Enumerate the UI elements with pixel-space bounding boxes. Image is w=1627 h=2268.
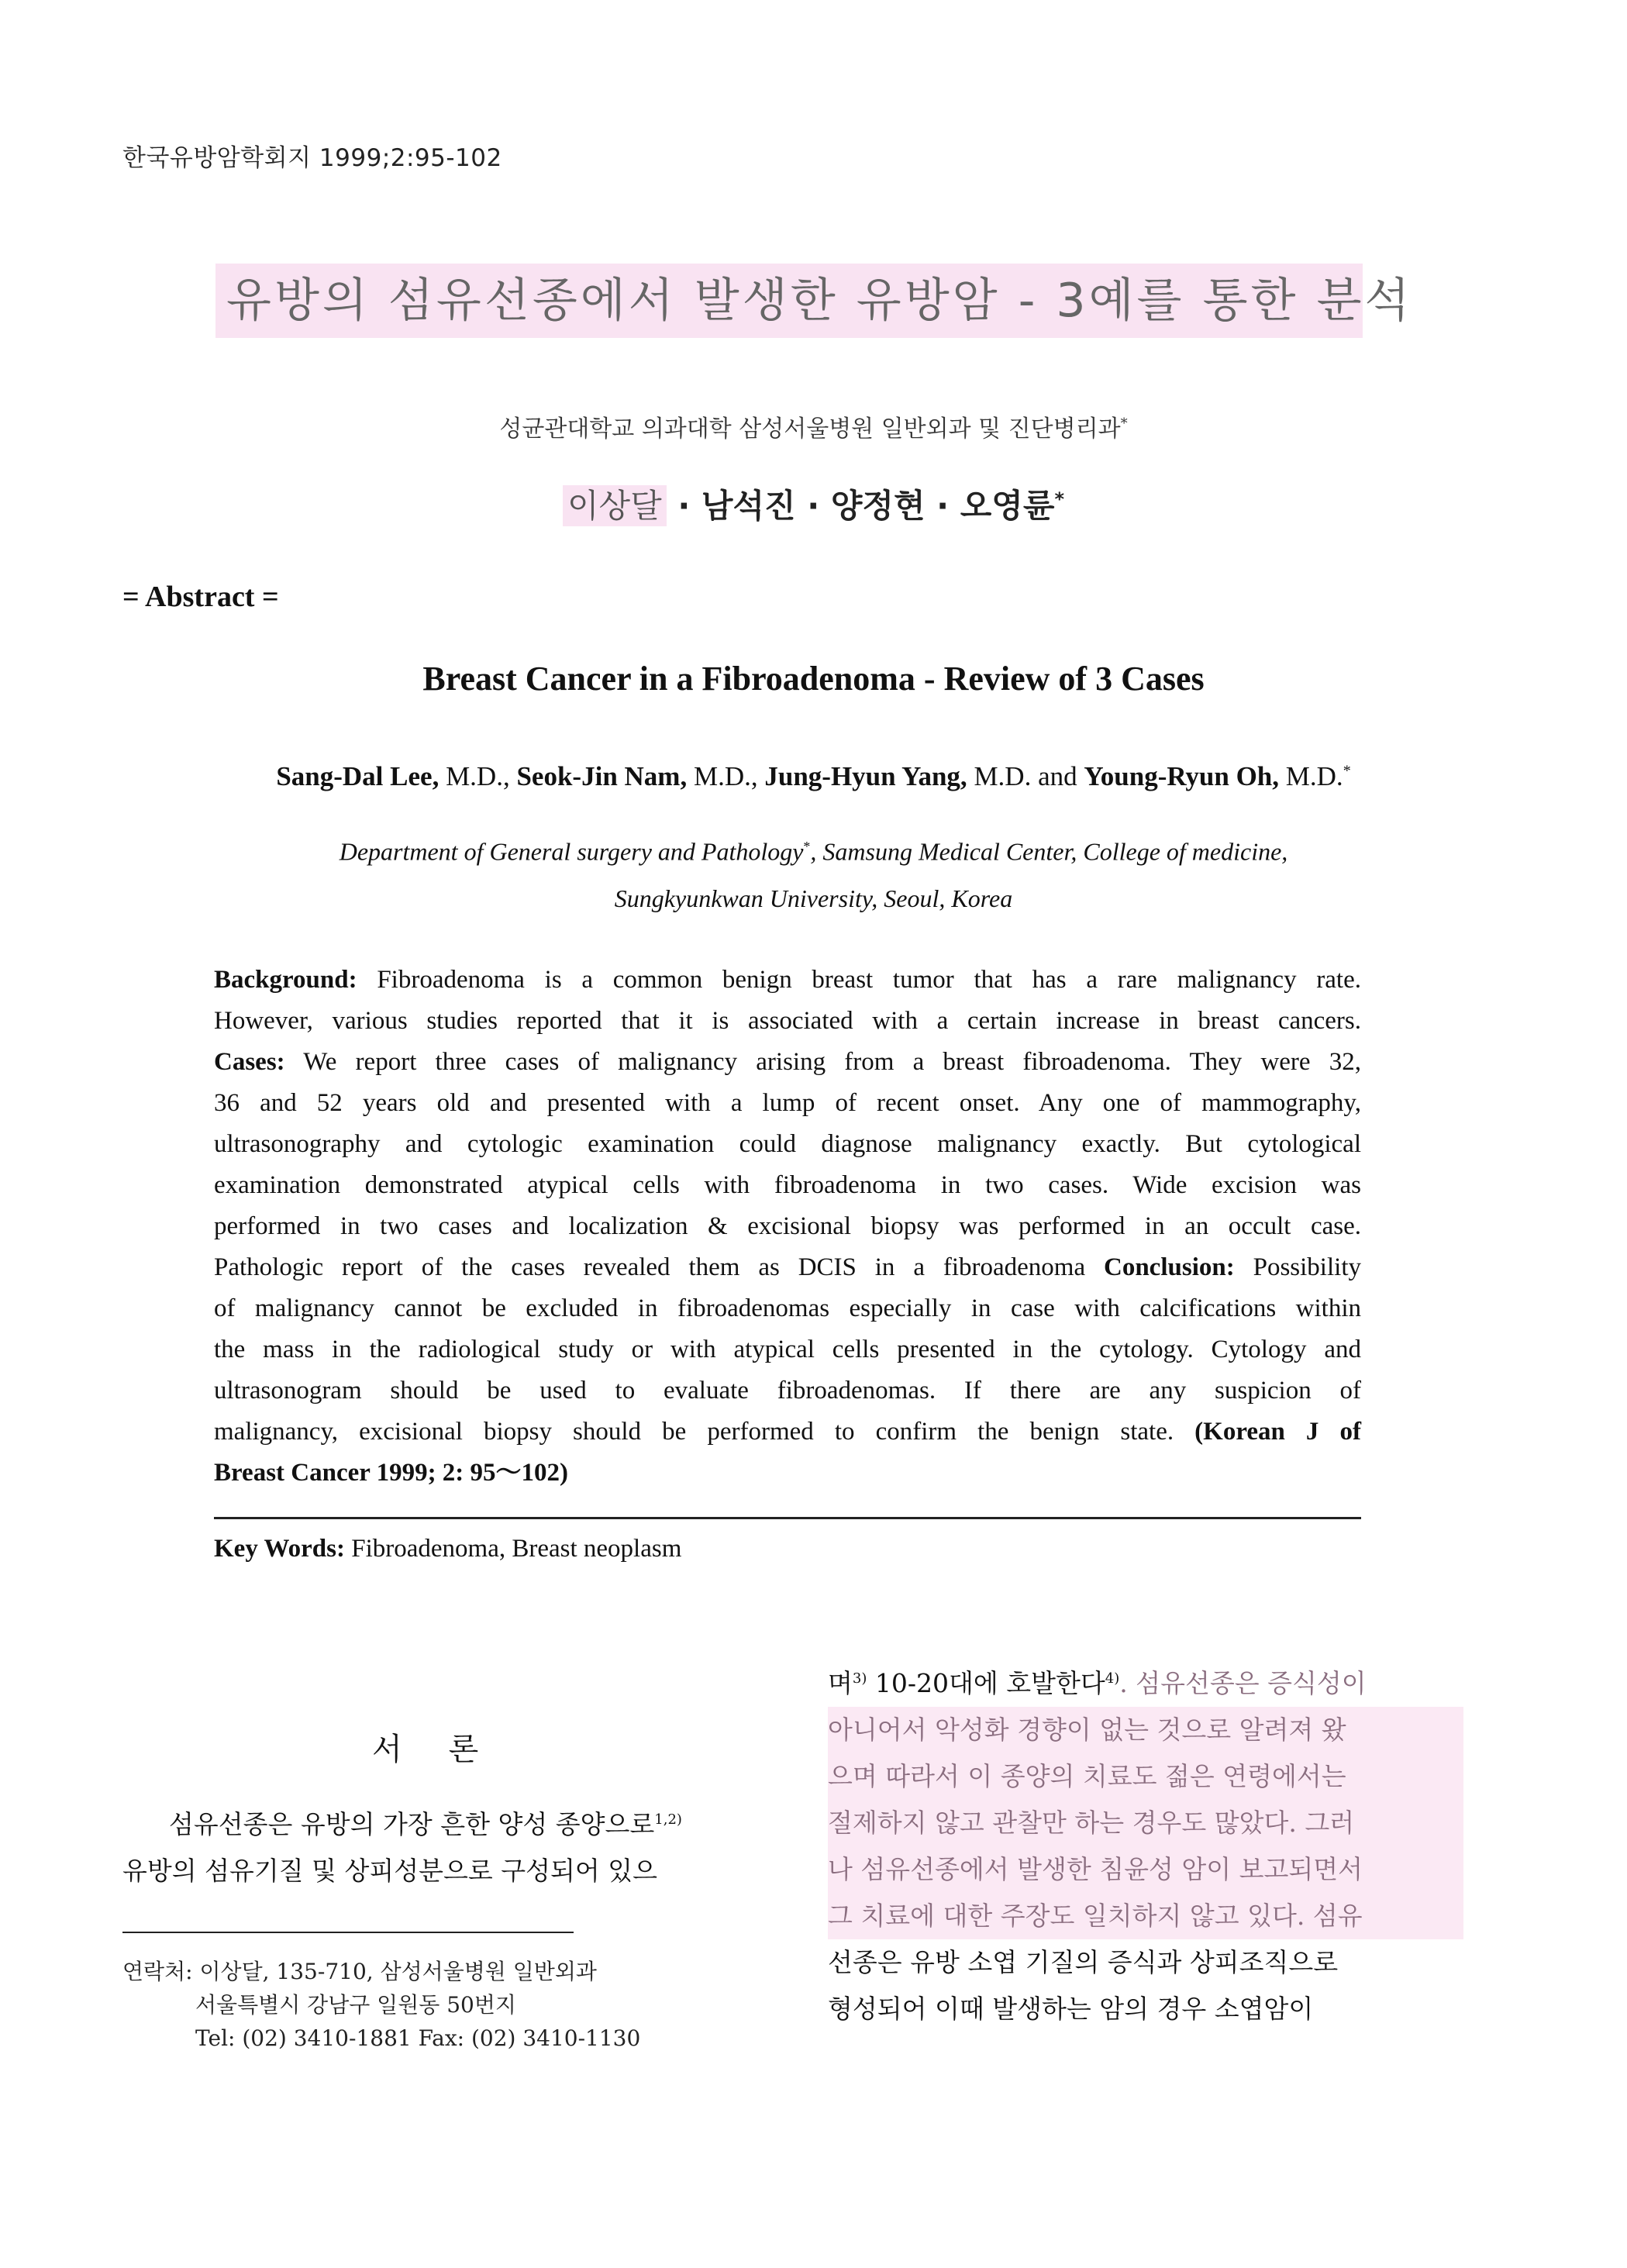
author-name: Sang-Dal Lee, [276,761,439,791]
section-title: 서론 [372,1732,526,1767]
korean-authors-rest: · 남석진 · 양정현 · 오영륜 [677,487,1055,525]
keywords-text: Fibroadenoma, Breast neoplasm [344,1535,682,1563]
author-degree: M.D. and [967,761,1084,791]
abstract-line: Cases: We report three cases of malignancy arising from a breast fibroadenoma. They were 32, [214,1048,1361,1076]
footnote-line: Tel: (02) 3410-1881 Fax: (02) 3410-1130 [195,2025,641,2051]
author-degree: M.D., [439,761,517,791]
abstract-line: the mass in the radiological study or with atypical cells presented in the cytology. Cytology and [214,1336,1361,1363]
body-line: 형성되어 이때 발생하는 암의 경우 소엽암이 [828,1994,1314,2024]
abstract-line: Pathologic report of the cases revealed them as DCIS in a fibroadenoma Conclusion: Possibility [214,1253,1361,1281]
abstract-heading: = Abstract = [122,581,279,613]
author-name: Young-Ryun Oh, [1084,761,1280,791]
korean-title: 유방의 섬유선종에서 발생한 유방암 - 3예를 통한 분석 [215,264,1363,338]
affiliation-mark: * [803,839,811,854]
affiliation-mark: * [1120,415,1128,432]
footnote-line: 연락처: 이상달, 135-710, 삼성서울병원 일반외과 [122,1959,597,1984]
korean-authors [0,481,1627,527]
correspondence-footnote [122,1955,640,2055]
body-line: 그 치료에 대한 주장도 일치하지 않고 있다. 섬유 [828,1893,1463,1939]
body-line: 유방의 섬유기질 및 상피성분으로 구성되어 있으 [122,1856,658,1886]
cases-label: Cases: [214,1048,285,1076]
abstract-line: performed in two cases and localization & excisional biopsy was performed in an occult case. [214,1212,1361,1240]
english-affiliation [0,823,1627,922]
authors-mark: * [1343,762,1351,780]
background-label: Background: [214,966,357,994]
body-line: 선종은 유방 소엽 기질의 증식과 상피조직으로 [828,1947,1339,1977]
abstract-body [214,960,1361,1494]
journal-reference: 한국유방암학회지 1999;2:95-102 [122,144,502,172]
citation: Breast Cancer 1999; 2: 95～102) [214,1459,569,1487]
conclusion-label: Conclusion: [1104,1253,1235,1281]
body-line: 아니어서 악성화 경향이 없는 것으로 알려져 왔 [828,1707,1463,1753]
footnote-line: 서울특별시 강남구 일원동 50번지 [195,1992,516,2018]
right-column [828,1656,1463,2032]
body-line: 나 섬유선종에서 발생한 침윤성 암이 보고되면서 [828,1846,1463,1893]
abstract-line: of malignancy cannot be excluded in fibroadenomas especially in case with calcifications within [214,1294,1361,1322]
body-line: 섬유선종은 유방의 가장 흔한 양성 종양으로$^{1,2)}$ [169,1809,682,1839]
korean-author-highlighted: 이상달 [563,485,667,526]
abstract-line: malignancy, excisional biopsy should be performed to confirm the benign state. (Korean J of [214,1418,1361,1446]
body-line: 며$^{3)}$ 10-20대에 호발한다$^{4)}$. 섬유선종은 증식성이 [828,1668,1367,1698]
abstract-line: 36 and 52 years old and presented with a lump of recent onset. Any one of mammography, [214,1089,1361,1117]
korean-affiliation [0,409,1627,443]
abstract-line: ultrasonography and cytologic examination could diagnose malignancy exactly. But cytological [214,1130,1361,1158]
abstract-line: However, various studies reported that it is associated with a certain increase in breast cancers. [214,1007,1361,1035]
reference: 4) [1105,1670,1120,1687]
affiliation-line-2: Sungkyunkwan University, Seoul, Korea [614,884,1013,912]
author-degree: M.D. [1279,761,1343,791]
author-name: Jung-Hyun Yang, [764,761,967,791]
abstract-line [214,1453,1361,1494]
affiliation-line-1: Department of General surgery and Pathology*, Samsung Medical Center, College of medicine, [339,837,1288,866]
left-column [122,1797,760,1894]
english-title: Breast Cancer in a Fibroadenoma - Review of 3 Cases [422,660,1205,698]
author-degree: M.D., [687,761,765,791]
reference: 3) [852,1670,867,1687]
abstract-line: examination demonstrated atypical cells with fibroadenoma in two cases. Wide excision was [214,1171,1361,1199]
citation: (Korean J of [1194,1418,1361,1446]
footnote-divider [122,1932,574,1933]
body-line: 절제하지 않고 관찰만 하는 경우도 많았다. 그러 [828,1800,1463,1846]
keywords-label: Key Words: [214,1535,345,1563]
reference: 1,2) [654,1811,682,1828]
abstract-line: ultrasonogram should be used to evaluate fibroadenomas. If there are any suspicion of [214,1377,1361,1405]
abstract-line: Background: Fibroadenoma is a common benign breast tumor that has a rare malignancy rate. [214,966,1361,994]
abstract-divider [214,1517,1361,1519]
author-name: Seok-Jin Nam, [516,761,688,791]
english-authors [0,761,1627,792]
keywords [214,1535,681,1563]
body-line: 으며 따라서 이 종양의 치료도 젊은 연령에서는 [828,1753,1463,1800]
korean-affiliation-text: 성균관대학교 의과대학 삼성서울병원 일반외과 및 진단병리과 [499,415,1121,443]
authors-mark: * [1054,488,1065,510]
